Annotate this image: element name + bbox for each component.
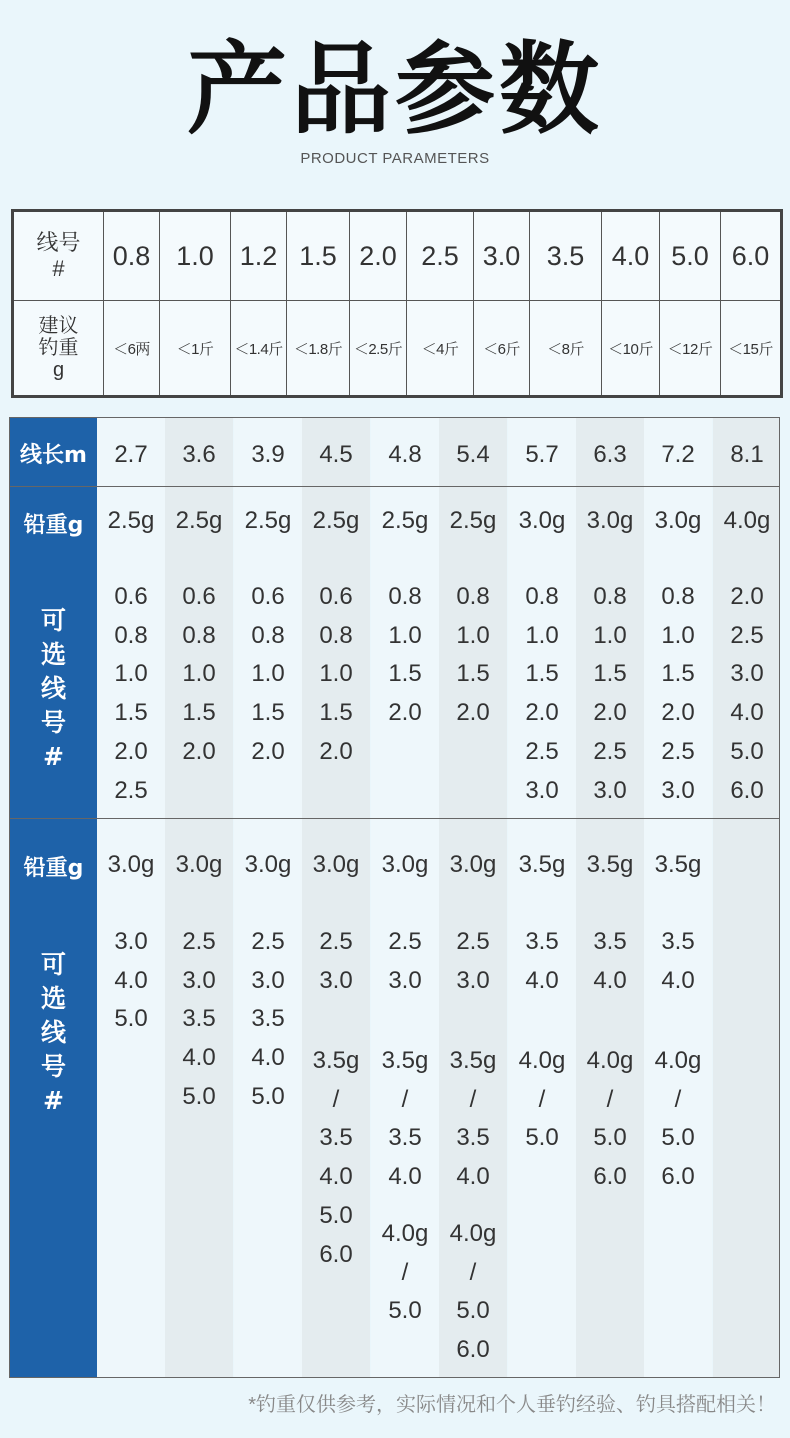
- line-number-cell: 1.2: [231, 211, 287, 301]
- grid-column-bg: [644, 418, 712, 1377]
- weight-cell: ＜1.4斤: [231, 301, 287, 397]
- line-number-header: [13, 211, 104, 301]
- weight-header-line2: 钓重: [38, 337, 79, 359]
- optional-line-value: 2.0: [593, 699, 627, 727]
- optional-line-value: 3.5g: [381, 1047, 429, 1074]
- line-length-cell: 2.7: [114, 441, 148, 468]
- optional-line-value: /: [332, 1085, 340, 1113]
- optional-line-value: 3.0: [456, 966, 490, 994]
- optional-line-value: 2.5: [251, 928, 285, 955]
- optional-line-label-char: 可: [40, 950, 66, 979]
- spec-row-line-number: [13, 211, 782, 301]
- line-number-cell: 1.0: [160, 211, 231, 301]
- grid-column-bg: [97, 418, 165, 1377]
- weight-cell: ＜2.5斤: [350, 301, 407, 397]
- line-length-cell: 3.9: [251, 441, 285, 468]
- optional-line-value: 5.0: [661, 1124, 695, 1152]
- optional-line-value: 1.0: [319, 660, 353, 688]
- optional-line-value: 3.0: [730, 660, 764, 688]
- optional-line-value: /: [469, 1085, 477, 1113]
- optional-line-value: 0.8: [661, 583, 695, 610]
- line-number-cell: 1.5: [287, 211, 350, 301]
- weight-cell: ＜15斤: [721, 301, 782, 397]
- weight-cell: ＜12斤: [660, 301, 721, 397]
- grid-divider: [10, 818, 779, 819]
- optional-line-value: /: [674, 1085, 682, 1113]
- line-number-header-text: 线号: [36, 230, 81, 255]
- grid-divider: [10, 486, 779, 487]
- optional-line-value: 2.0: [319, 737, 353, 765]
- grid-column-bg: [508, 418, 576, 1377]
- optional-line-value: 3.0: [525, 776, 559, 804]
- optional-line-value: 1.0: [593, 621, 627, 649]
- optional-line-value: 4.0: [525, 966, 559, 994]
- optional-line-value: 1.5: [525, 660, 559, 688]
- optional-line-value: 4.0: [388, 1163, 422, 1191]
- optional-line-value: 5.0: [319, 1201, 353, 1229]
- optional-line-value: 3.0: [388, 966, 422, 994]
- optional-line-label: [10, 948, 97, 1118]
- optional-line-value: 2.5: [319, 928, 353, 955]
- optional-line-value: 4.0: [319, 1163, 353, 1191]
- optional-line-value: 5.0: [525, 1124, 559, 1152]
- sinker-weight-cell: 3.0g: [654, 507, 702, 534]
- optional-line-value: 0.8: [114, 621, 148, 649]
- optional-line-label-char: 选: [40, 640, 66, 669]
- line-length-cell: 5.4: [456, 441, 490, 468]
- optional-line-value: 4.0: [456, 1163, 490, 1191]
- line-number-cell: 4.0: [602, 211, 660, 301]
- optional-line-value: 3.5: [182, 1005, 216, 1033]
- line-number-cell: 2.0: [350, 211, 407, 301]
- optional-line-value: 2.5: [456, 928, 490, 955]
- optional-line-value: 2.5: [525, 737, 559, 765]
- sinker-weight-cell: 2.5g: [244, 507, 292, 534]
- line-number-header-symbol: #: [52, 256, 65, 281]
- line-length-cell: 7.2: [661, 441, 695, 468]
- line-length-cell: 4.5: [319, 441, 353, 468]
- sinker-weight-cell: 3.0g: [449, 851, 497, 878]
- page-title: 产品参数: [187, 31, 603, 148]
- sinker-weight-cell: 2.5g: [312, 507, 360, 534]
- optional-line-value: 2.0: [114, 737, 148, 765]
- optional-line-value: 0.8: [593, 583, 627, 610]
- grid-column-bg: [165, 418, 233, 1377]
- optional-line-value: 4.0: [593, 966, 627, 994]
- optional-line-value: 1.5: [114, 699, 148, 727]
- weight-cell: ＜1斤: [160, 301, 231, 397]
- line-number-cell: 5.0: [660, 211, 721, 301]
- optional-line-value: 2.5: [182, 928, 216, 955]
- sinker-weight-cell: 2.5g: [449, 507, 497, 534]
- optional-line-value: 1.0: [456, 621, 490, 649]
- optional-line-value: 1.5: [661, 660, 695, 688]
- footnote: *钓重仅供参考，实际情况和个人垂钓经验、钓具搭配相关！: [248, 1394, 776, 1416]
- optional-line-value: /: [401, 1085, 409, 1113]
- optional-line-value: /: [606, 1085, 614, 1113]
- optional-line-value: 2.5: [661, 737, 695, 765]
- optional-line-value: 0.8: [251, 621, 285, 649]
- optional-line-value: 0.8: [319, 621, 353, 649]
- optional-line-label-char: 线: [40, 674, 66, 703]
- grid-column-bg: [234, 418, 302, 1377]
- optional-line-label-char: 号: [40, 1052, 66, 1081]
- optional-line-value: 3.0: [251, 966, 285, 994]
- weight-cell: ＜4斤: [407, 301, 474, 397]
- optional-line-value: 4.0g: [518, 1047, 566, 1074]
- optional-line-value: 0.8: [388, 583, 422, 610]
- sinker-label: 铅重g: [23, 513, 84, 538]
- optional-line-value: 0.6: [182, 583, 216, 610]
- sinker-weight-cell: 3.0g: [518, 507, 566, 534]
- optional-line-value: 2.0: [730, 583, 764, 610]
- optional-line-value: 3.0: [182, 966, 216, 994]
- rod-spec-grid: [9, 417, 780, 1378]
- optional-line-value: 1.0: [251, 660, 285, 688]
- optional-line-value: 2.0: [661, 699, 695, 727]
- optional-line-value: 2.0: [251, 737, 285, 765]
- sinker-weight-cell: 3.5g: [586, 851, 634, 878]
- grid-column-bg: [713, 418, 779, 1377]
- optional-line-value: 4.0g: [586, 1047, 634, 1074]
- weight-header: [13, 301, 104, 397]
- optional-line-value: 2.5: [388, 928, 422, 955]
- optional-line-value: 3.5: [456, 1124, 490, 1152]
- optional-line-value: 0.8: [525, 583, 559, 610]
- optional-line-value: 5.0: [251, 1082, 285, 1110]
- optional-line-value: 6.0: [456, 1336, 490, 1364]
- line-number-cell: 0.8: [104, 211, 160, 301]
- optional-line-value: 1.0: [661, 621, 695, 649]
- optional-line-value: 2.0: [456, 699, 490, 727]
- weight-cell: ＜8斤: [530, 301, 602, 397]
- optional-line-value: 0.8: [182, 621, 216, 649]
- optional-line-label-char: #: [43, 1086, 64, 1115]
- optional-line-value: 2.5: [114, 776, 148, 804]
- optional-line-value: 1.0: [114, 660, 148, 688]
- optional-line-value: 4.0g: [449, 1220, 497, 1247]
- optional-line-label-char: 号: [40, 708, 66, 737]
- optional-line-value: 6.0: [661, 1163, 695, 1191]
- grid-header-column: [10, 418, 97, 1377]
- sinker-label: 铅重g: [23, 856, 84, 881]
- optional-line-value: 3.5: [661, 928, 695, 955]
- optional-line-value: 4.0: [114, 966, 148, 994]
- sinker-weight-cell: 3.0g: [586, 507, 634, 534]
- optional-line-value: 1.5: [456, 660, 490, 688]
- optional-line-value: 3.5: [251, 1005, 285, 1033]
- weight-cell: ＜6两: [104, 301, 160, 397]
- optional-line-value: 2.5: [730, 621, 764, 649]
- line-number-cell: 2.5: [407, 211, 474, 301]
- optional-line-value: 3.5: [593, 928, 627, 955]
- optional-line-value: 0.6: [114, 583, 148, 610]
- optional-line-value: 2.5: [593, 737, 627, 765]
- optional-line-value: /: [401, 1258, 409, 1286]
- spec-table: [11, 209, 783, 398]
- optional-line-value: 5.0: [114, 1005, 148, 1033]
- line-length-cell: 4.8: [388, 441, 422, 468]
- weight-cell: ＜1.8斤: [287, 301, 350, 397]
- sinker-weight-cell: 3.0g: [244, 851, 292, 878]
- weight-header-line1: 建议: [38, 315, 79, 337]
- optional-line-value: 3.0: [114, 928, 148, 955]
- line-length-cell: 6.3: [593, 441, 627, 468]
- optional-line-value: /: [469, 1258, 477, 1286]
- line-number-cell: 3.5: [530, 211, 602, 301]
- optional-line-value: 1.0: [525, 621, 559, 649]
- sinker-weight-cell: 3.0g: [107, 851, 155, 878]
- sinker-weight-cell: 3.0g: [175, 851, 223, 878]
- optional-line-value: 5.0: [182, 1082, 216, 1110]
- optional-line-value: 3.0: [593, 776, 627, 804]
- optional-line-value: 5.0: [456, 1297, 490, 1325]
- length-label: 线长m: [20, 443, 87, 468]
- optional-line-value: 5.0: [593, 1124, 627, 1152]
- optional-line-value: 4.0g: [381, 1220, 429, 1247]
- optional-line-label-char: 可: [40, 606, 66, 635]
- optional-line-value: 3.0: [319, 966, 353, 994]
- optional-line-value: 6.0: [730, 776, 764, 804]
- optional-line-value: 1.5: [251, 699, 285, 727]
- sinker-weight-cell: 3.0g: [381, 851, 429, 878]
- spec-row-weight: [13, 301, 782, 397]
- sinker-weight-cell: 2.5g: [381, 507, 429, 534]
- optional-line-value: 1.0: [182, 660, 216, 688]
- optional-line-value: 6.0: [593, 1163, 627, 1191]
- optional-line-value: 2.0: [525, 699, 559, 727]
- optional-line-value: 4.0: [661, 966, 695, 994]
- grid-column-bg: [576, 418, 644, 1377]
- line-length-cell: 8.1: [730, 441, 764, 468]
- sinker-weight-cell: 2.5g: [175, 507, 223, 534]
- optional-line-value: 0.8: [456, 583, 490, 610]
- optional-line-value: 4.0: [251, 1044, 285, 1072]
- sinker-weight-cell: 3.5g: [518, 851, 566, 878]
- line-length-cell: 5.7: [525, 441, 559, 468]
- optional-line-value: 3.5: [319, 1124, 353, 1152]
- optional-line-value: 1.5: [593, 660, 627, 688]
- optional-line-value: 1.5: [319, 699, 353, 727]
- optional-line-value: 6.0: [319, 1240, 353, 1268]
- optional-line-value: 3.5: [525, 928, 559, 955]
- optional-line-value: 3.5: [388, 1124, 422, 1152]
- optional-line-value: 3.5g: [449, 1047, 497, 1074]
- sinker-weight-cell: 4.0g: [723, 507, 771, 534]
- line-length-cell: 3.6: [182, 441, 216, 468]
- optional-line-value: 1.5: [388, 660, 422, 688]
- optional-line-value: 0.6: [319, 583, 353, 610]
- optional-line-value: 0.6: [251, 583, 285, 610]
- optional-line-value: 5.0: [730, 737, 764, 765]
- weight-header-line3: g: [52, 359, 65, 381]
- sinker-weight-cell: 3.5g: [654, 851, 702, 878]
- optional-line-label-char: 线: [40, 1018, 66, 1047]
- line-number-cell: 6.0: [721, 211, 782, 301]
- optional-line-label: [10, 604, 97, 774]
- optional-line-value: 5.0: [388, 1297, 422, 1325]
- weight-cell: ＜6斤: [474, 301, 530, 397]
- optional-line-value: 1.0: [388, 621, 422, 649]
- optional-line-value: 4.0g: [654, 1047, 702, 1074]
- optional-line-value: /: [538, 1085, 546, 1113]
- page-subtitle: PRODUCT PARAMETERS: [300, 150, 490, 167]
- sinker-weight-cell: 3.0g: [312, 851, 360, 878]
- line-number-cell: 3.0: [474, 211, 530, 301]
- optional-line-value: 2.0: [182, 737, 216, 765]
- optional-line-value: 1.5: [182, 699, 216, 727]
- optional-line-value: 3.5g: [312, 1047, 360, 1074]
- optional-line-value: 3.0: [661, 776, 695, 804]
- optional-line-value: 4.0: [182, 1044, 216, 1072]
- optional-line-value: 2.0: [388, 699, 422, 727]
- optional-line-label-char: #: [43, 742, 64, 771]
- weight-cell: ＜10斤: [602, 301, 660, 397]
- optional-line-label-char: 选: [40, 984, 66, 1013]
- optional-line-value: 4.0: [730, 699, 764, 727]
- sinker-weight-cell: 2.5g: [107, 507, 155, 534]
